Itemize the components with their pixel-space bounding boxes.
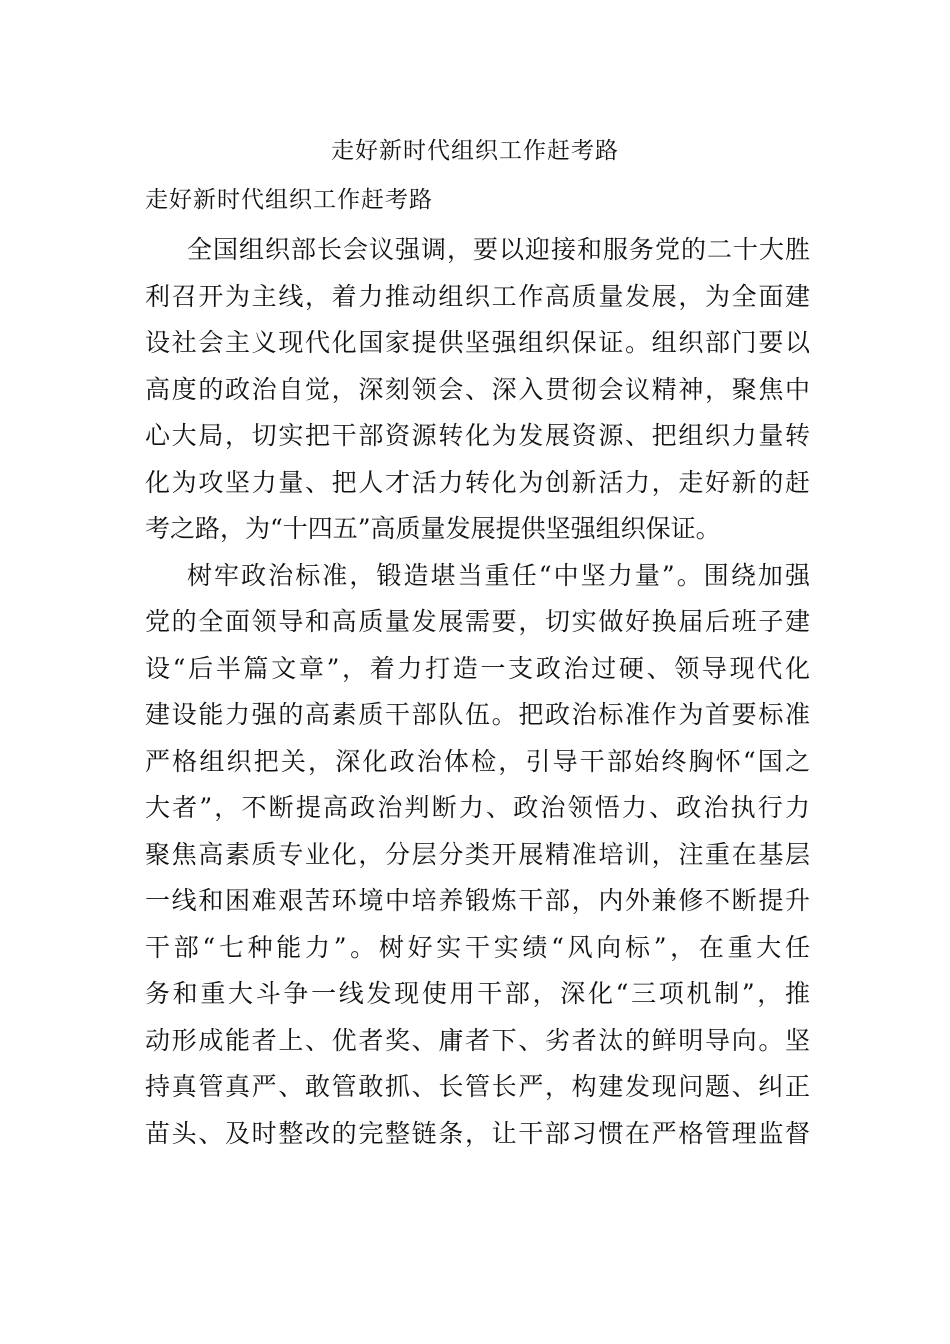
text-line: 高度的政治自觉，深刻领会、深入贯彻会议精神，聚焦中 [145, 374, 810, 404]
text-line: 动形成能者上、优者奖、庸者下、劣者汰的鲜明导向。坚 [145, 1025, 810, 1055]
text-line: 设“后半篇文章”，着力打造一支政治过硬、领导现代化 [145, 653, 810, 683]
text-line: 设社会主义现代化国家提供坚强组织保证。组织部门要以 [145, 328, 810, 357]
text-line: 大者”，不断提高政治判断力、政治领悟力、政治执行力 [145, 793, 810, 822]
text-line: 干部“七种能力”。树好实干实绩“风向标”，在重大任 [145, 932, 810, 962]
text-line: 建设能力强的高素质干部队伍。把政治标准作为首要标准 [145, 700, 810, 729]
text-line: 党的全面领导和高质量发展需要，切实做好换届后班子建 [145, 607, 810, 636]
text-line: 全国组织部长会议强调，要以迎接和服务党的二十大胜 [187, 235, 810, 264]
text-line: 持真管真严、敢管敢抓、长管长严，构建发现问题、纠正 [145, 1072, 810, 1101]
text-line: 务和重大斗争一线发现使用干部，深化“三项机制”，推 [145, 979, 810, 1008]
text-line: 一线和困难艰苦环境中培养锻炼干部，内外兼修不断提升 [145, 886, 810, 915]
text-line: 苗头、及时整改的完整链条，让干部习惯在严格管理监督 [145, 1118, 810, 1148]
text-line: 树牢政治标准，锻造堪当重任“中坚力量”。围绕加强 [187, 560, 810, 590]
text-line: 严格组织把关，深化政治体检，引导干部始终胸怀“国之 [145, 746, 810, 776]
text-line: 聚焦高素质专业化，分层分类开展精准培训，注重在基层 [145, 839, 810, 869]
text-line: 心大局，切实把干部资源转化为发展资源、把组织力量转 [145, 421, 810, 450]
document-body [145, 232, 810, 1162]
text-line: 利召开为主线，着力推动组织工作高质量发展，为全面建 [145, 281, 810, 311]
text-line: 考之路，为“十四五”高质量发展提供坚强组织保证。 [145, 514, 721, 543]
document-subtitle: 走好新时代组织工作赶考路 [145, 187, 433, 213]
document-title: 走好新时代组织工作赶考路 [331, 138, 619, 164]
text-line: 化为攻坚力量、把人才活力转化为创新活力，走好新的赶 [145, 467, 810, 497]
